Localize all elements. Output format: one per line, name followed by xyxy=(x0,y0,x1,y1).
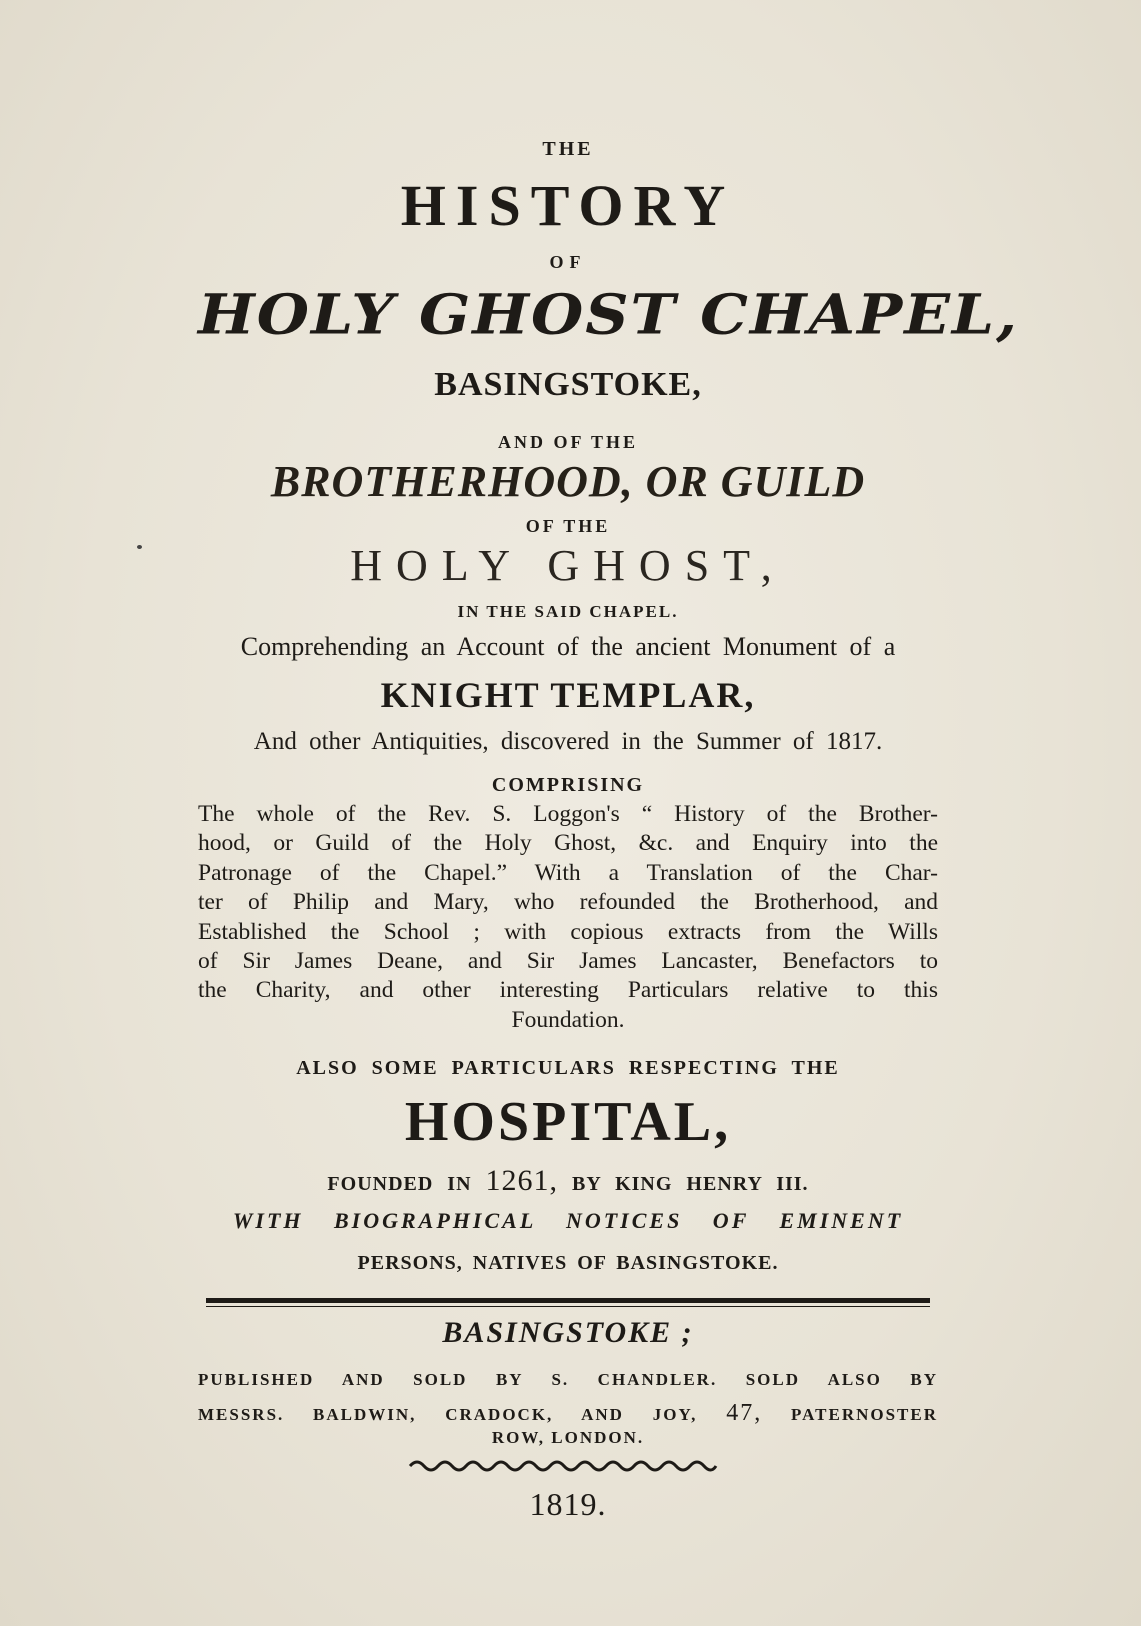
title-the: THE xyxy=(542,138,594,160)
paragraph-line: hood, or Guild of the Holy Ghost, &c. and Enquiry into the xyxy=(198,830,938,857)
title-comprising: COMPRISING xyxy=(491,774,645,796)
title-brotherhood: BROTHERHOOD, OR GUILD xyxy=(270,457,866,506)
title-of-the: OF THE xyxy=(525,516,611,536)
title-comprehending: Comprehending an Account of the ancient Monument of a xyxy=(240,632,896,661)
paragraph-line: Patronage of the Chapel.” With a Translation of the Char- xyxy=(198,859,938,886)
title-of: OF xyxy=(549,252,587,272)
title-founded xyxy=(198,1164,938,1198)
title-in-the-said-chapel: IN THE SAID CHAPEL. xyxy=(457,602,679,621)
imprint-line-2-pre: MESSRS. BALDWIN, CRADOCK, AND JOY, xyxy=(198,1405,698,1424)
imprint-line-3: ROW, LONDON. xyxy=(491,1428,645,1447)
title-antiquities: And other Antiquities, discovered in the Summer of 1817. xyxy=(253,728,883,755)
thick-rule xyxy=(206,1298,930,1303)
paragraph-line: Established the School ; with copious extracts from the Wills xyxy=(198,918,938,945)
imprint-line-2 xyxy=(198,1400,938,1427)
imprint-line-2-number: 47, xyxy=(726,1400,763,1426)
title-history: HISTORY xyxy=(400,173,736,238)
founded-post: BY KING HENRY III. xyxy=(572,1173,809,1195)
title-basingstoke: BASINGSTOKE, xyxy=(434,366,702,403)
thin-rule xyxy=(206,1306,930,1307)
imprint-year: 1819. xyxy=(529,1486,607,1522)
imprint-place: BASINGSTOKE ; xyxy=(442,1316,694,1349)
founded-pre: FOUNDED IN xyxy=(327,1173,472,1195)
paragraph-line: ter of Philip and Mary, who refounded the Brotherhood, and xyxy=(198,889,938,916)
ink-speck xyxy=(137,545,142,549)
title-knight-templar: KNIGHT TEMPLAR, xyxy=(380,675,756,715)
imprint-line-1: PUBLISHED AND SOLD BY S. CHANDLER. SOLD ALSO BY xyxy=(198,1370,938,1389)
title-holy-ghost-chapel: HOLY GHOST CHAPEL, xyxy=(198,282,1020,348)
paragraph-line: of Sir James Deane, and Sir James Lancaster, Benefactors to xyxy=(198,947,938,974)
paragraph-line: the Charity, and other interesting Particulars relative to this xyxy=(198,977,938,1004)
paragraph-line: Foundation. xyxy=(511,1006,625,1033)
title-persons: PERSONS, NATIVES OF BASINGSTOKE. xyxy=(357,1252,779,1274)
title-biographical: WITH BIOGRAPHICAL NOTICES OF EMINENT xyxy=(232,1208,904,1233)
imprint-line-2-post: PATERNOSTER xyxy=(791,1405,939,1424)
title-and-of-the: AND OF THE xyxy=(497,432,638,452)
title-holy-ghost: HOLY GHOST, xyxy=(350,541,786,590)
contents-paragraph xyxy=(198,800,938,1035)
title-also-particulars: ALSO SOME PARTICULARS RESPECTING THE xyxy=(296,1057,840,1079)
title-hospital: HOSPITAL, xyxy=(404,1091,732,1153)
paragraph-line: The whole of the Rev. S. Loggon's “ History of the Brother- xyxy=(198,801,938,827)
founded-year: 1261, xyxy=(485,1164,559,1197)
wavy-rule-ornament xyxy=(408,1456,718,1472)
